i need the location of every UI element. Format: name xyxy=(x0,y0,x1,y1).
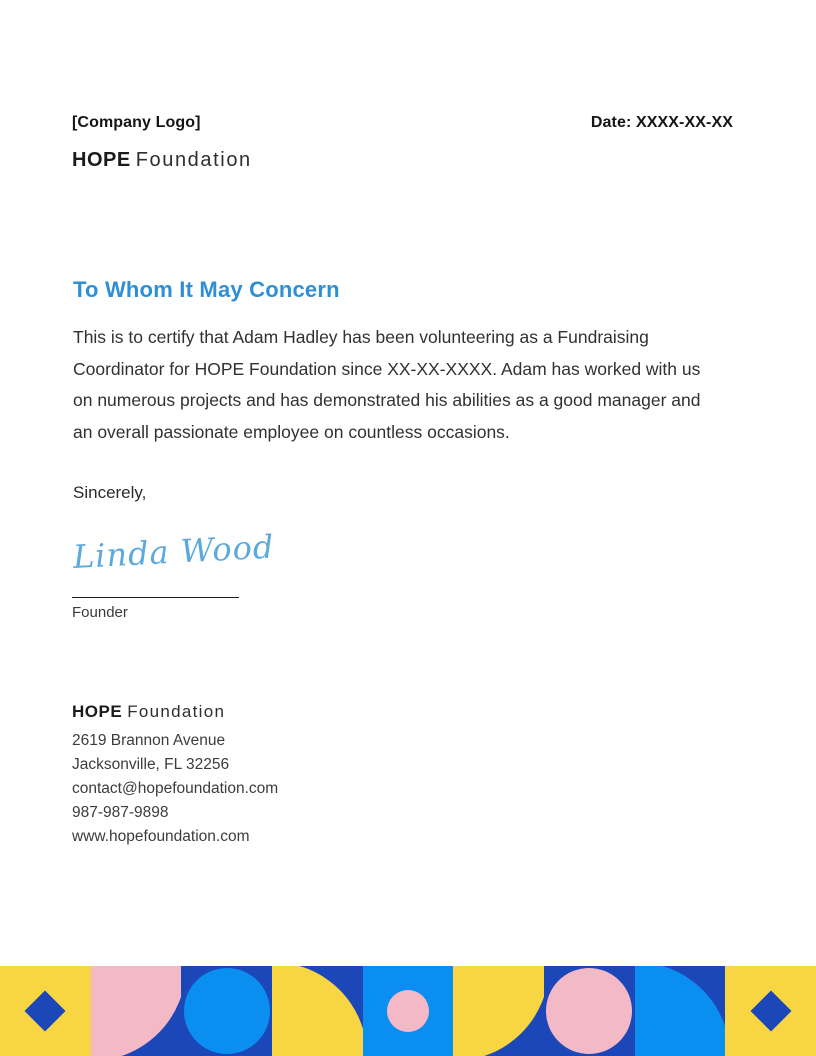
signature-line xyxy=(72,597,239,598)
pink-circle-shape xyxy=(546,968,632,1054)
letter-body-line: Coordinator for HOPE Foundation since XX-XX-XXXX. Adam has worked with us xyxy=(73,358,701,379)
footer-website: www.hopefoundation.com xyxy=(72,828,250,845)
footer-logo-word-hope: HOPE xyxy=(72,702,123,721)
band-tile-8-blue-quarter xyxy=(635,966,726,1056)
pink-quarter-shape xyxy=(91,966,182,1056)
band-tile-6-yellow-quarter xyxy=(453,966,544,1056)
signature-script: Linda Wood xyxy=(72,527,276,576)
footer-logo-word-foundation: Foundation xyxy=(127,702,226,721)
decorative-footer-band xyxy=(0,966,816,1056)
footer-phone: 987-987-9898 xyxy=(72,804,169,821)
salutation-heading: To Whom It May Concern xyxy=(73,277,340,302)
address-line-street: 2619 Brannon Avenue xyxy=(72,732,226,749)
band-tile-4-yellow-quarter xyxy=(272,966,363,1056)
logo-word-foundation: Foundation xyxy=(135,149,252,171)
footer-email: contact@hopefoundation.com xyxy=(72,780,279,797)
logo-word-hope: HOPE xyxy=(72,149,131,171)
letter-body-line: an overall passionate employee on countless occasions. xyxy=(73,421,510,442)
closing-text: Sincerely, xyxy=(73,483,147,502)
diamond-shape xyxy=(25,990,66,1031)
company-logo-placeholder: [Company Logo] xyxy=(72,114,201,131)
date-label: Date: XXXX-XX-XX xyxy=(590,114,733,131)
hope-foundation-logo xyxy=(72,149,252,172)
band-tile-9-diamond xyxy=(725,966,816,1056)
signer-title: Founder xyxy=(72,604,128,621)
footer-contact-block xyxy=(72,702,278,849)
band-tile-1-diamond xyxy=(0,966,91,1056)
blue-quarter-shape xyxy=(635,966,726,1056)
band-tile-7-pink-circle xyxy=(544,966,635,1056)
letter-body xyxy=(73,322,753,448)
letter-header xyxy=(72,114,733,132)
blue-circle-shape xyxy=(184,968,270,1054)
letter-body-line: on numerous projects and has demonstrated his abilities as a good manager and xyxy=(73,390,701,410)
footer-logo xyxy=(72,702,278,722)
diamond-shape xyxy=(750,990,791,1031)
yellow-quarter-shape xyxy=(453,966,544,1056)
pink-dot-shape xyxy=(387,990,429,1032)
band-tile-3-blue-circle xyxy=(181,966,272,1056)
band-tile-5-pink-dot xyxy=(363,966,454,1056)
letter-body-line: This is to certify that Adam Hadley has been volunteering as a Fundraising xyxy=(73,327,649,347)
address-line-city: Jacksonville, FL 32256 xyxy=(72,756,230,773)
yellow-quarter-shape xyxy=(272,966,363,1056)
band-tile-2-pink-quarter xyxy=(91,966,182,1056)
